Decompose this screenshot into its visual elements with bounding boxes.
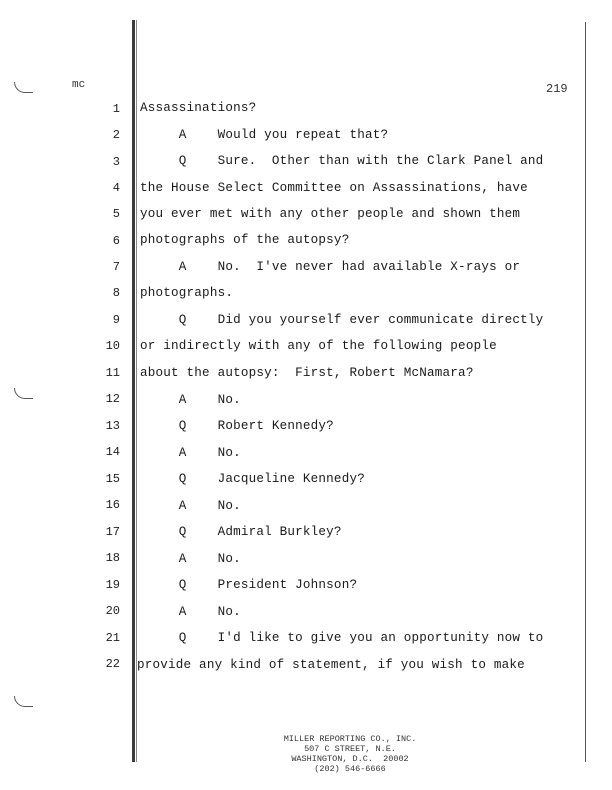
line-number: 1 (112, 102, 120, 116)
footer-street: 507 C STREET, N.E. (304, 744, 396, 754)
punch-hole-mark-bottom (14, 696, 33, 707)
line-number: 17 (105, 525, 120, 539)
line-number: 14 (105, 445, 120, 459)
line-text: provide any kind of statement, if you wish to make (137, 658, 525, 672)
line-text: A No. (140, 446, 241, 460)
line-text: A No. (140, 552, 241, 566)
punch-hole-mark-middle (14, 388, 33, 399)
line-number: 12 (105, 392, 120, 406)
line-text: A No. I've never had available X-rays or (140, 260, 521, 274)
left-margin-rule (132, 20, 135, 762)
line-number: 9 (112, 313, 120, 327)
right-margin-rule (585, 22, 586, 762)
line-number: 10 (105, 339, 120, 353)
line-number: 3 (112, 155, 120, 169)
line-text: the House Select Committee on Assassinations, have (140, 181, 528, 195)
line-text: Q I'd like to give you an opportunity now to (140, 631, 544, 645)
line-number: 11 (105, 366, 120, 380)
line-text: A Would you repeat that? (140, 128, 389, 142)
line-number: 13 (105, 419, 120, 433)
page-number: 219 (546, 82, 568, 96)
line-text: A No. (140, 499, 241, 513)
line-number: 18 (105, 551, 120, 565)
line-text: Q Admiral Burkley? (140, 525, 342, 539)
footer-company: MILLER REPORTING CO., INC. (283, 734, 417, 744)
line-text: A No. (140, 605, 241, 619)
footer-phone: (202) 546-6666 (314, 764, 386, 774)
line-number: 8 (112, 286, 120, 300)
line-number: 5 (112, 207, 120, 221)
line-text: A No. (140, 393, 241, 407)
line-text: Q President Johnson? (140, 578, 358, 592)
footer-city: WASHINGTON, D.C. 20002 (291, 754, 409, 764)
line-number: 2 (112, 128, 120, 142)
punch-hole-mark-top (14, 82, 33, 93)
line-text: Q Sure. Other than with the Clark Panel and (140, 154, 544, 168)
line-number: 15 (105, 472, 120, 486)
line-text: or indirectly with any of the following people (140, 339, 497, 353)
line-text: Assassinations? (140, 101, 257, 115)
line-number: 20 (105, 604, 120, 618)
reporter-initials: mc (72, 79, 86, 91)
line-number: 22 (105, 657, 120, 671)
line-number: 4 (112, 181, 120, 195)
line-text: photographs of the autopsy? (140, 233, 350, 247)
line-number: 6 (112, 234, 120, 248)
line-number: 21 (105, 631, 120, 645)
line-number: 7 (112, 260, 120, 274)
line-number: 19 (105, 578, 120, 592)
reporter-footer (250, 734, 450, 774)
line-text: Q Jacqueline Kennedy? (140, 472, 365, 486)
line-text: you ever met with any other people and shown them (140, 207, 521, 221)
line-text: about the autopsy: First, Robert McNamara? (140, 366, 474, 380)
line-text: Q Robert Kennedy? (140, 419, 334, 433)
line-number: 16 (105, 498, 120, 512)
line-text: Q Did you yourself ever communicate directly (140, 313, 544, 327)
line-text: photographs. (140, 286, 234, 300)
left-margin-rule-inner (136, 20, 137, 762)
